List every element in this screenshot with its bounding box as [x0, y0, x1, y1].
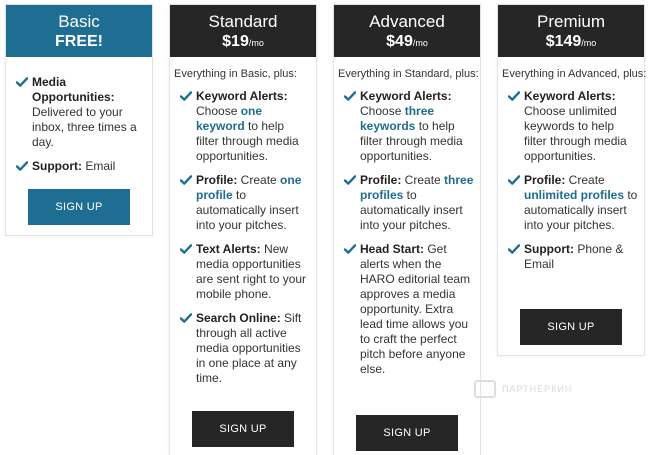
checkmark-icon — [344, 175, 356, 185]
feature-label: Support: — [32, 159, 82, 173]
feature-highlight: one keyword — [196, 104, 263, 133]
feature-text: to help filter through media opportunities. — [360, 119, 463, 163]
feature-item — [16, 75, 146, 150]
plan-intro: Everything in Standard, plus: — [338, 68, 479, 80]
feature-label: Profile: — [524, 173, 566, 187]
feature-text: to automatically insert into your pitches. — [196, 188, 299, 232]
feature-highlight: three profiles — [360, 173, 474, 202]
feature-text: Email — [82, 159, 116, 173]
feature-item — [344, 242, 474, 377]
feature-label: Head Start: — [360, 242, 425, 256]
feature-label: Search Online: — [196, 311, 281, 325]
plan-name: Premium — [536, 12, 605, 31]
plan-header-premium — [498, 5, 644, 57]
plan-intro: Everything in Basic, plus: — [174, 68, 297, 80]
feature-label: Support: — [524, 242, 574, 256]
checkmark-icon — [180, 313, 192, 323]
sign-up-button-advanced[interactable]: SIGN UP — [356, 415, 458, 451]
feature-label: Keyword Alerts: — [196, 89, 288, 103]
feature-label: Profile: — [196, 173, 238, 187]
feature-item — [508, 89, 638, 164]
plan-price: $149/mo — [545, 33, 597, 50]
feature-text: Phone & Email — [524, 242, 624, 271]
feature-text: to automatically insert into your pitches. — [360, 188, 463, 232]
feature-label: Profile: — [360, 173, 402, 187]
watermark — [474, 380, 572, 398]
feature-text: Sift through all active media opportunities in one place at any time. — [196, 311, 302, 385]
checkmark-icon — [180, 175, 192, 185]
feature-text: Create — [401, 173, 445, 187]
feature-label: Keyword Alerts: — [360, 89, 452, 103]
checkmark-icon — [180, 91, 192, 101]
feature-text: New media opportunities are sent right to your mobile phone. — [196, 242, 307, 301]
plan-price: $19/mo — [222, 33, 264, 50]
feature-highlight: one profile — [196, 173, 302, 202]
feature-text: Choose — [196, 104, 241, 118]
feature-item — [508, 173, 638, 233]
feature-list — [170, 81, 316, 386]
feature-item — [180, 173, 310, 233]
plan-name: Basic — [58, 12, 100, 31]
watermark-text: ПАРТНЕРКИН — [502, 384, 573, 394]
checkmark-icon — [16, 161, 28, 171]
plan-card-standard — [169, 4, 317, 455]
feature-list — [6, 57, 152, 174]
checkmark-icon — [508, 175, 520, 185]
checkmark-icon — [508, 91, 520, 101]
plan-intro: Everything in Advanced, plus: — [502, 68, 647, 80]
feature-text: Choose unlimited keywords to help filter through media opportunities. — [524, 104, 627, 163]
checkmark-icon — [16, 77, 28, 87]
feature-text: Create — [237, 173, 281, 187]
checkmark-icon — [180, 244, 192, 254]
plan-header-basic — [6, 5, 152, 57]
feature-item — [508, 242, 638, 272]
plan-header-advanced — [334, 5, 480, 57]
feature-text: Get alerts when the HARO editorial team approves a media opportunity. Extra lead time allows you to craft the perfect pitch before anyone else. — [360, 242, 471, 376]
feature-highlight: unlimited profiles — [524, 188, 625, 202]
plan-card-premium — [497, 4, 645, 356]
feature-label: Text Alerts: — [196, 242, 261, 256]
feature-text: Create — [565, 173, 605, 187]
plan-header-standard — [170, 5, 316, 57]
feature-item — [180, 242, 310, 302]
plan-card-advanced — [333, 4, 481, 455]
plan-price: FREE! — [55, 33, 103, 50]
feature-text: Delivered to your inbox, three times a day. — [32, 105, 137, 149]
feature-item — [344, 173, 474, 233]
feature-item — [180, 311, 310, 386]
feature-item — [16, 159, 146, 174]
feature-item — [180, 89, 310, 164]
feature-text: to automatically insert into your pitches. — [524, 188, 638, 232]
feature-item — [344, 89, 474, 164]
plan-name: Standard — [208, 12, 278, 31]
feature-label: Media Opportunities: — [32, 75, 115, 104]
feature-highlight: three keywords — [360, 104, 435, 133]
checkmark-icon — [344, 91, 356, 101]
sign-up-button-premium[interactable]: SIGN UP — [520, 309, 622, 345]
feature-text: to help filter through media opportunities. — [196, 119, 299, 163]
checkmark-icon — [344, 244, 356, 254]
watermark-logo-icon — [474, 380, 496, 398]
sign-up-button-basic[interactable]: SIGN UP — [28, 189, 130, 225]
plan-card-basic — [5, 4, 153, 236]
feature-list — [498, 81, 644, 272]
plan-price: $49/mo — [386, 33, 428, 50]
feature-label: Keyword Alerts: — [524, 89, 616, 103]
feature-text: Choose — [360, 104, 405, 118]
checkmark-icon — [508, 244, 520, 254]
plan-name: Advanced — [369, 12, 445, 31]
feature-list — [334, 81, 480, 377]
sign-up-button-standard[interactable]: SIGN UP — [192, 411, 294, 447]
